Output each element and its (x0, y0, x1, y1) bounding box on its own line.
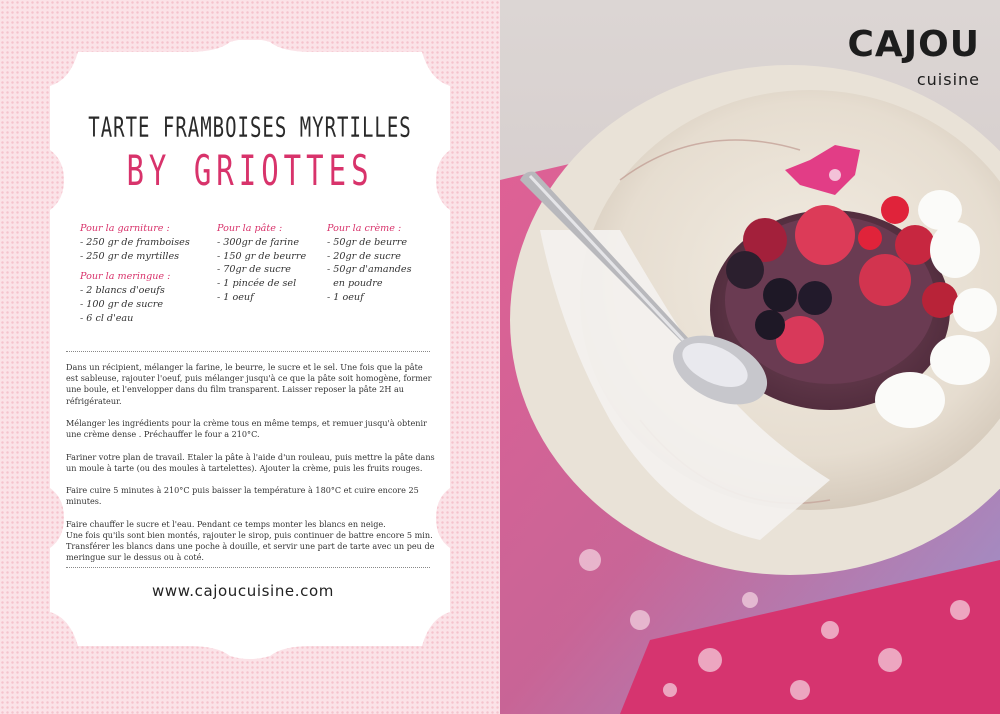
step-paragraph: Faire cuire 5 minutes à 210°C puis baisser la température à 180°C et cuire encore 25 minutes. (66, 485, 419, 507)
step-paragraph: Mélanger les ingrédients pour la crème tous en même temps, et remuer jusqu'à obtenir une crème dense . Préchauffer le four a 210°C. (66, 418, 427, 440)
ingredient-item: - 150 gr de beurre (217, 250, 307, 262)
ingredient-item: - 50gr d'amandes (327, 264, 412, 276)
recipe-subtitle: BY GRIOTTES (126, 146, 374, 196)
ingredient-item: - 300gr de farine (217, 236, 300, 248)
dessert-photo (500, 0, 1000, 714)
step-paragraph: Dans un récipient, mélanger la farine, le beurre, le sucre et le sel. Une fois que la pâte est sableuse, rajouter l'oeuf, puis mélanger jusqu'à ce que la pâte soit homogène, former une boule, et l'envelopper dans du film transparent. Laisser reposer la pâte 2H au réfrigérateur. (66, 362, 432, 406)
ingredients-column-3 (327, 222, 412, 305)
ingredients-column-1 (80, 222, 190, 326)
ingredient-item: - 100 gr de sucre (80, 298, 164, 310)
ingredient-item: - 50gr de beurre (327, 236, 407, 248)
website-link[interactable]: www.cajoucuisine.com (152, 582, 334, 600)
ingredient-item: - 1 oeuf (327, 291, 364, 303)
recipe-title: TARTE FRAMBOISES MYRTILLES (88, 112, 412, 144)
ingredient-item: - 20gr de sucre (327, 250, 401, 262)
ingredient-item: - 1 pincée de sel (217, 278, 297, 290)
divider-bottom (66, 567, 430, 568)
ingredient-item: en poudre (327, 278, 383, 290)
pate-heading: Pour la pâte : (217, 223, 283, 234)
divider-top (66, 351, 430, 352)
ingredient-item: - 1 oeuf (217, 291, 254, 303)
creme-heading: Pour la crème : (327, 223, 402, 234)
ingredient-item: - 70gr de sucre (217, 264, 291, 276)
ingredient-item: - 2 blancs d'oeufs (80, 285, 165, 297)
garniture-heading: Pour la garniture : (80, 223, 170, 234)
photo-illustration (500, 0, 1000, 714)
recipe-steps (66, 362, 436, 575)
cajou-logo: CAJOU (847, 24, 980, 65)
step-paragraph: Fariner votre plan de travail. Etaler la pâte à l'aide d'un rouleau, puis mettre la pâte dans un moule à tarte (ou des moules à tartelettes). Ajouter la crème, puis les fruits rouges. (66, 451, 435, 473)
step-paragraph: Faire chauffer le sucre et l'eau. Pendant ce temps monter les blancs en neige. Une fois qu'ils sont bien montés, rajouter le sirop, puis continuer de battre encore 5 min. Transférer les blancs dans une poche à douille, et servir une part de tarte avec un peu de meringue sur le dessus ou à coté. (66, 518, 435, 563)
ingredient-item: - 250 gr de myrtilles (80, 250, 180, 262)
ingredients-column-2 (217, 222, 306, 305)
meringue-heading: Pour la meringue : (80, 271, 171, 283)
ingredient-item: - 6 cl d'eau (80, 312, 134, 324)
cajou-logo-sub: cuisine (916, 70, 980, 89)
ingredient-item: - 250 gr de framboises (80, 236, 190, 248)
